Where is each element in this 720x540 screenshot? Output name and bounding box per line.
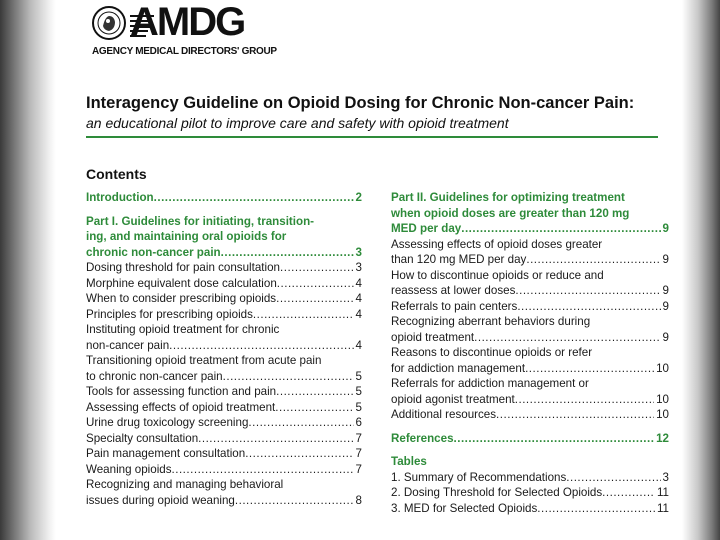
toc-dot-leader [517,299,660,315]
toc-entry[interactable] [86,431,362,447]
toc-entry[interactable] [86,400,362,416]
toc-entry[interactable] [391,252,669,268]
toc-left-column [86,190,362,508]
toc-dot-leader [169,338,353,354]
document-subtitle: an educational pilot to improve care and safety with opioid treatment [86,115,509,131]
toc-dot-leader [223,369,354,385]
toc-right-column [391,190,669,516]
toc-entry-text: Assessing effects of opioid doses greater [391,237,603,251]
toc-dot-leader [172,462,354,478]
toc-page-number: 4 [355,338,362,352]
toc-page-number: 7 [355,447,362,460]
toc-entry[interactable] [391,299,669,315]
toc-entry-text: issues during opioid weaning [86,493,235,507]
toc-dot-leader [154,190,354,206]
toc-dot-leader [221,245,354,261]
toc-dot-leader [198,431,353,447]
toc-dot-leader [526,252,660,268]
toc-dot-leader [496,407,654,423]
toc-page-number: 4 [355,292,362,305]
toc-entry-text: MED per day [391,222,462,235]
toc-entry-text: when opioid doses are greater than 120 mg [391,206,630,220]
toc-page-number: 5 [355,400,362,414]
toc-page-number: 5 [355,369,362,383]
toc-page-number: 10 [656,392,669,406]
amdg-logo [92,0,277,62]
toc-entry[interactable] [86,190,362,206]
toc-entry-text: Referrals for addiction management or [391,377,589,390]
page-shadow-left [0,0,56,540]
toc-entry-text: reassess at lower doses [391,284,516,297]
toc-entry-text: non-cancer pain [86,338,170,352]
toc-spacer [391,423,669,431]
washington-state-seal-icon [92,6,126,40]
toc-entry[interactable] [86,229,362,245]
toc-entry[interactable] [86,462,362,478]
toc-page-number: 9 [662,222,669,235]
toc-entry-text: for addiction management [391,361,526,375]
toc-page-number: 10 [656,408,669,421]
toc-entry-text: opioid treatment [391,330,475,344]
toc-entry-text: How to discontinue opioids or reduce and [391,268,604,282]
toc-spacer [391,446,669,454]
toc-dot-leader [280,260,354,276]
toc-entry[interactable] [391,470,669,486]
toc-page-number: 10 [656,361,669,375]
toc-entry-text: ing, and maintaining oral opioids for [86,230,287,243]
toc-page-number: 11 [656,486,669,499]
toc-page-number: 3 [355,245,362,259]
logo-wordmark: AMDG [130,0,245,44]
toc-entry[interactable] [86,291,362,307]
toc-dot-leader [253,307,354,323]
toc-entry[interactable] [86,493,362,509]
toc-entry[interactable] [86,446,362,462]
toc-entry-text: 1. Summary of Recommendations [391,470,567,484]
toc-entry[interactable] [391,237,669,253]
toc-page-number: 9 [662,253,669,266]
toc-entry[interactable] [86,384,362,400]
toc-page-number: 3 [355,261,362,274]
toc-page-number: 3 [662,470,669,484]
toc-entry[interactable] [86,307,362,323]
toc-entry[interactable] [391,454,669,470]
toc-entry-text: opioid agonist treatment [391,392,515,406]
toc-entry-text: Urine drug toxicology screening [86,416,249,429]
toc-entry-text: Assessing effects of opioid treatment [86,400,276,414]
toc-page-number: 2 [355,191,362,204]
toc-entry-text: Transitioning opioid treatment from acute pain [86,354,322,367]
toc-entry-text: 2. Dosing Threshold for Selected Opioids [391,486,603,499]
toc-entry-text: Principles for prescribing opioids [86,307,253,321]
toc-dot-leader [566,470,660,486]
toc-dot-leader [461,221,660,237]
toc-entry[interactable] [391,330,669,346]
toc-entry-text: Part II. Guidelines for optimizing treatment [391,191,625,204]
toc-entry[interactable] [86,322,362,338]
toc-entry-text: Reasons to discontinue opioids or refer [391,346,593,359]
toc-entry[interactable] [391,314,669,330]
toc-entry-text: Recognizing aberrant behaviors during [391,315,591,328]
toc-dot-leader [276,291,353,307]
toc-dot-leader [454,431,655,447]
toc-entry-text: Tools for assessing function and pain [86,385,277,398]
toc-entry[interactable] [86,477,362,493]
toc-entry-text: Instituting opioid treatment for chronic [86,323,280,336]
toc-dot-leader [602,485,655,501]
toc-dot-leader [248,415,353,431]
toc-page-number: 12 [656,431,669,445]
toc-entry[interactable] [391,268,669,284]
toc-page-number: 8 [355,493,362,507]
toc-dot-leader [235,493,354,509]
toc-entry[interactable] [391,431,669,447]
toc-entry-text: Part I. Guidelines for initiating, transition- [86,214,315,228]
contents-heading: Contents [86,166,147,182]
toc-page-number: 4 [355,307,362,321]
toc-entry-text: Referrals to pain centers [391,299,518,313]
toc-entry[interactable] [86,245,362,261]
toc-entry[interactable] [86,260,362,276]
toc-entry[interactable] [86,353,362,369]
toc-dot-leader [474,330,660,346]
logo-subtitle: AGENCY MEDICAL DIRECTORS' GROUP [92,46,277,57]
toc-dot-leader [277,276,354,292]
toc-entry[interactable] [391,392,669,408]
toc-entry-text: Pain management consultation [86,447,246,460]
toc-entry[interactable] [86,214,362,230]
toc-dot-leader [525,361,654,377]
toc-entry[interactable] [391,501,669,517]
toc-entry[interactable] [86,276,362,292]
toc-entry[interactable] [391,206,669,222]
toc-entry-text: 3. MED for Selected Opioids [391,501,538,515]
toc-entry-text: Introduction [86,191,154,204]
toc-entry-text: than 120 mg MED per day [391,253,527,266]
toc-dot-leader [515,392,654,408]
toc-page-number: 7 [355,431,362,445]
toc-page-number: 6 [355,416,362,429]
toc-page-number: 9 [662,284,669,297]
toc-entry-text: References [391,431,454,445]
toc-entry[interactable] [391,283,669,299]
toc-entry-text: Weaning opioids [86,462,172,476]
toc-entry-text: Tables [391,455,427,468]
toc-entry-text: Specialty consultation [86,431,199,445]
toc-entry-text: to chronic non-cancer pain [86,369,223,383]
toc-page-number: 7 [355,462,362,476]
toc-entry[interactable] [391,190,669,206]
toc-page-number: 4 [355,276,362,290]
toc-dot-leader [515,283,660,299]
title-divider [86,136,658,138]
toc-page-number: 5 [355,385,362,398]
toc-page-number: 9 [662,299,669,313]
toc-entry[interactable] [391,407,669,423]
toc-entry[interactable] [391,376,669,392]
toc-page-number: 11 [656,501,669,515]
toc-entry-text: chronic non-cancer pain [86,245,221,259]
toc-entry-text: Morphine equivalent dose calculation [86,276,277,290]
toc-entry[interactable] [86,369,362,385]
toc-entry[interactable] [391,361,669,377]
toc-entry[interactable] [391,485,669,501]
toc-entry-text: When to consider prescribing opioids [86,292,277,305]
toc-entry[interactable] [86,338,362,354]
toc-entry-text: Dosing threshold for pain consultation [86,261,280,274]
page-shadow-right [682,0,720,540]
toc-entry[interactable] [391,345,669,361]
toc-entry-text: Additional resources [391,408,497,421]
toc-entry-text: Recognizing and managing behavioral [86,478,284,491]
document-title: Interagency Guideline on Opioid Dosing for Chronic Non-cancer Pain: [86,94,635,112]
toc-dot-leader [276,384,353,400]
toc-dot-leader [245,446,353,462]
toc-entry[interactable] [86,415,362,431]
toc-dot-leader [275,400,353,416]
toc-spacer [86,206,362,214]
toc-page-number: 9 [662,330,669,344]
toc-entry[interactable] [391,221,669,237]
toc-dot-leader [537,501,655,517]
